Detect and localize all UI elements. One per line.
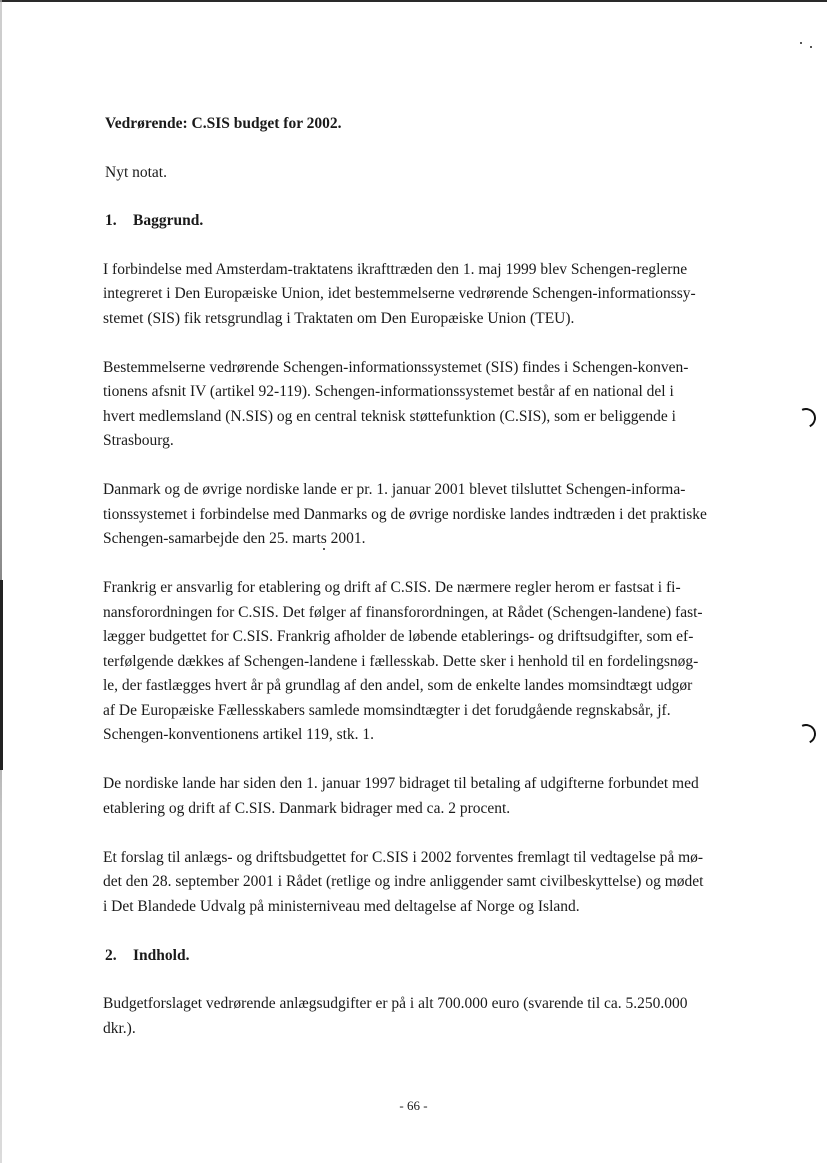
paragraph: I forbindelse med Amsterdam-traktatens ikrafttræden den 1. maj 1999 blev Schengen-reglerne integreret i Den Europæiske Union, idet bestemmelserne vedrørende Schengen-informationssy- stemet (SIS) fik retsgrundlag i Traktaten om Den Europæiske Union (TEU). (103, 260, 696, 327)
scan-border-top (0, 0, 827, 2)
document-body (100, 112, 765, 1066)
scan-binding-mark (0, 580, 3, 770)
paragraph: Danmark og de øvrige nordiske lande er pr. 1. januar 2001 blevet tilsluttet Schengen-informa- tionssystemet i forbindelse med Danmarks og de øvrige nordiske landes indtræden i det praktiske Schengen-samarbejde den 25. marts 2001. (103, 481, 707, 547)
paragraph: De nordiske lande har siden den 1. januar 1997 bidraget til betaling af udgifterne forbundet med etablering og drift af C.SIS. Danmark bidrager med ca. 2 procent. (103, 775, 699, 817)
document-subtitle: Nyt notat. (105, 163, 167, 181)
document-title: Vedrørende: C.SIS budget for 2002. (105, 115, 342, 132)
section-heading-background (105, 209, 765, 234)
section-number: 2. (105, 946, 117, 964)
scan-speck (810, 46, 812, 48)
paragraph: Frankrig er ansvarlig for etablering og drift af C.SIS. De nærmere regler herom er fastsat i fi- nansforordningen for C.SIS. Det følger af finansforordningen, at Rådet (Schengen-landene) fast- lægger budgettet for C.SIS. Frankrig afholder de løbende etablerings- og driftsudgifter, som ef- terfølgende dækkes af Schengen-landene i fællesskab. Dette sker i henhold til en fordelingsnøg- le, der fastlægges hvert år på grundlag af den andel, som de enkelte landes momsindtægt udgør af De Europæiske Fællesskabers samlede momsindtægter i det forudgående regnskabsår, jf. Schengen-konventionens artikel 119, stk. 1. (103, 579, 703, 743)
punch-hole-mark (793, 721, 819, 747)
section-title: Baggrund. (133, 212, 204, 229)
paragraph: Et forslag til anlægs- og driftsbudgettet for C.SIS i 2002 forventes fremlagt til vedtagelse på mø- det den 28. september 2001 i Rådet (retlige og indre anliggender samt civilbeskyttelse) og mødet i Det Blandede Udvalg på ministerniveau med deltagelse af Norge og Island. (103, 848, 704, 915)
paragraph: Budgetforslaget vedrørende anlægsudgifter er på i alt 700.000 euro (svarende til ca. 5.250.000 dkr.). (103, 995, 688, 1037)
section-heading-content (105, 944, 765, 969)
section-title: Indhold. (133, 946, 190, 964)
punch-hole-mark (793, 405, 819, 431)
section-number: 1. (105, 212, 117, 229)
scan-speck (800, 42, 802, 44)
page-number: - 66 - (399, 1098, 428, 1113)
paragraph: Bestemmelserne vedrørende Schengen-informationssystemet (SIS) findes i Schengen-konven- tionens afsnit IV (artikel 92-119). Schengen-informationssystemet består af en national del i hvert medlemsland (N.SIS) og en central teknisk støttefunktion (C.SIS), som er beliggende i Strasbourg. (103, 358, 689, 449)
